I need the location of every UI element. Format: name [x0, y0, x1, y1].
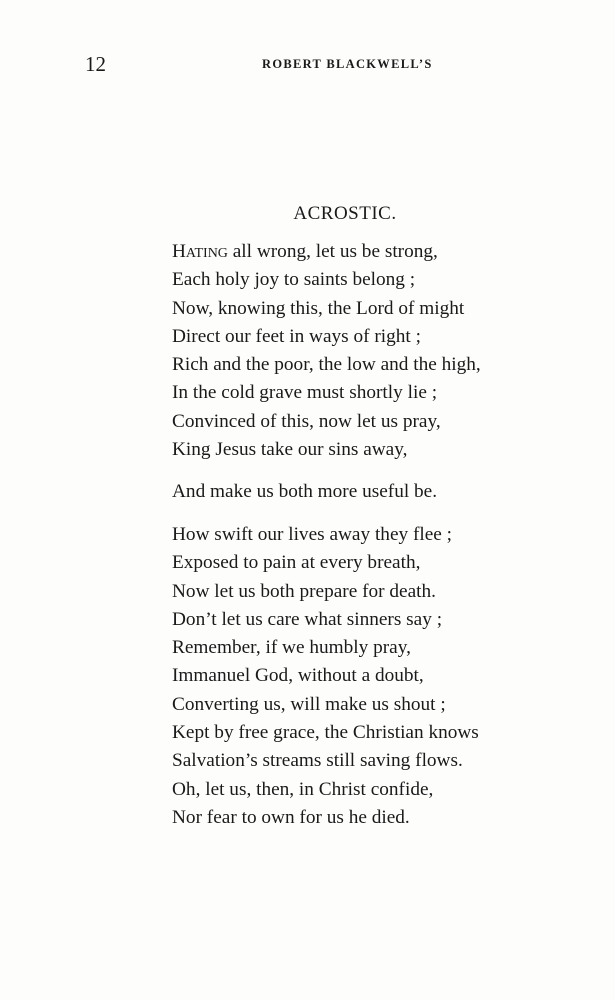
page-number: 12	[85, 52, 106, 76]
poem-line: In the cold grave must shortly lie ;	[172, 382, 438, 404]
first-word: Hating	[172, 241, 228, 262]
poem-line	[172, 238, 481, 266]
poem-title: ACROSTIC.	[293, 203, 397, 224]
poem-line: Nor fear to own for us he died.	[172, 806, 410, 828]
running-title: ROBERT BLACKWELL’S	[262, 57, 433, 71]
poem-line: Convinced of this, now let us pray,	[172, 410, 441, 432]
poem-line: Salvation’s streams still saving flows.	[172, 750, 463, 772]
poem-line: And make us both more useful be.	[172, 481, 438, 502]
poem-line: Don’t let us care what sinners say ;	[172, 608, 443, 630]
stanza-3	[172, 521, 479, 832]
poem-line: How swift our lives away they flee ;	[172, 524, 453, 545]
stanza-2	[172, 478, 437, 506]
poem-line: Now let us both prepare for death.	[172, 580, 436, 602]
poem-line: Converting us, will make us shout ;	[172, 693, 446, 715]
poem-line: Immanuel God, without a doubt,	[172, 665, 424, 687]
poem-line: Kept by free grace, the Christian knows	[172, 722, 479, 744]
poem-line: Rich and the poor, the low and the high,	[172, 354, 481, 376]
stanza-1	[172, 238, 481, 464]
poem-line: Now, knowing this, the Lord of might	[172, 297, 465, 319]
poem-line: Exposed to pain at every breath,	[172, 552, 421, 574]
poem-line: Remember, if we humbly pray,	[172, 637, 411, 659]
poem-line: Oh, let us, then, in Christ confide,	[172, 778, 434, 800]
poem-line: King Jesus take our sins away,	[172, 439, 408, 461]
first-line-rest: all wrong, let us be strong,	[227, 241, 438, 262]
poem-line: Direct our feet in ways of right ;	[172, 325, 421, 347]
poem-line: Each holy joy to saints belong ;	[172, 269, 416, 291]
